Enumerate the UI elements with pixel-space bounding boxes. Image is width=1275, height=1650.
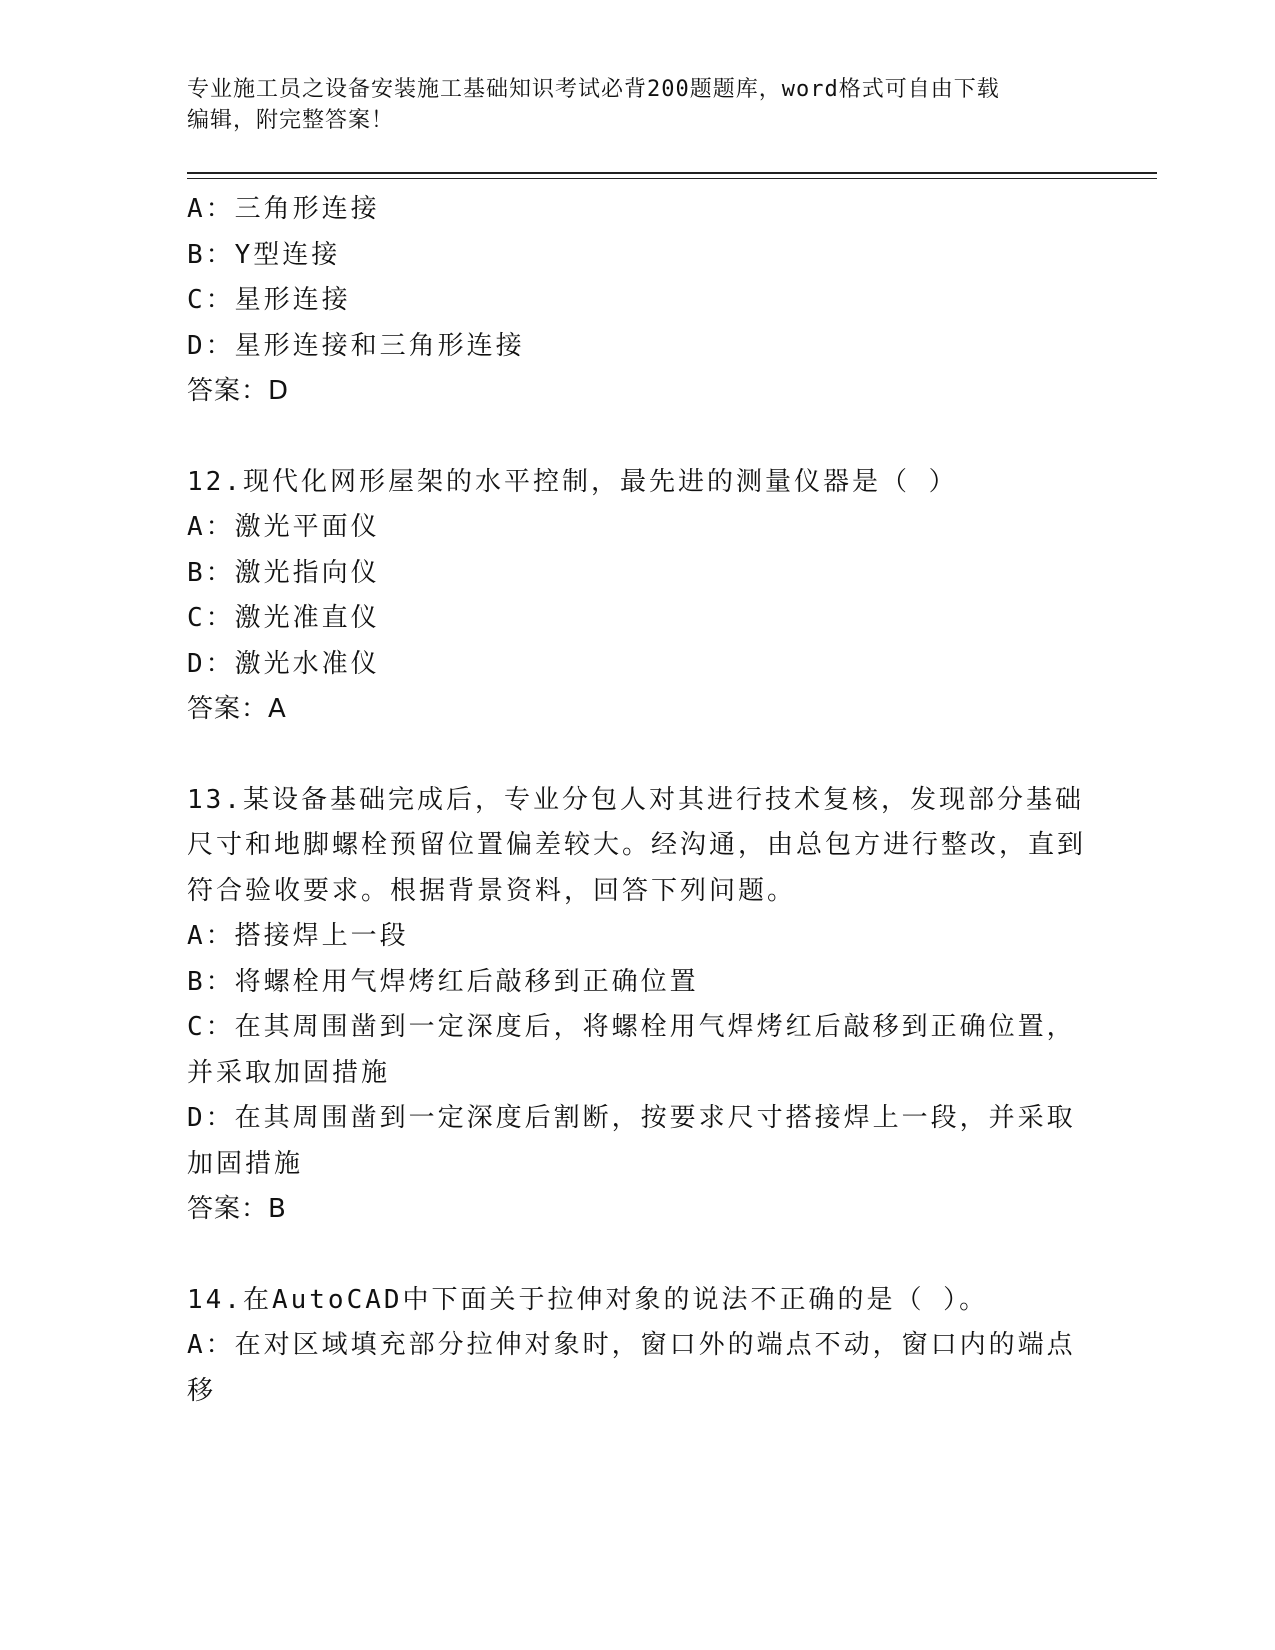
question-13: [187, 778, 1087, 1233]
question-12: [187, 460, 1087, 733]
header-divider-thick: [187, 172, 1157, 174]
header-divider-thin: [187, 178, 1157, 179]
option-d: D：激光水准仪: [187, 648, 380, 679]
option-b: B：将螺栓用气焊烤红后敲移到正确位置: [187, 966, 699, 997]
document-header: [187, 74, 1067, 136]
option-b: B：Y型连接: [187, 239, 341, 270]
option-d: D：星形连接和三角形连接: [187, 330, 525, 361]
header-title-line1: 专业施工员之设备安装施工基础知识考试必背200题题库，word格式可自由下载: [187, 77, 1000, 102]
answer: 答案：A: [187, 694, 287, 724]
option-d: D：在其周围凿到一定深度后割断，按要求尺寸搭接焊上一段，并采取加固措施: [187, 1103, 1076, 1179]
question-11: [187, 187, 1087, 415]
answer: 答案：B: [187, 1194, 287, 1224]
option-a: A：搭接焊上一段: [187, 921, 409, 951]
option-b: B：激光指向仪: [187, 557, 380, 588]
question-text: 12.现代化网形屋架的水平控制，最先进的测量仪器是（ ）: [187, 466, 958, 497]
option-a: A：在对区域填充部分拉伸对象时，窗口外的端点不动，窗口内的端点移: [187, 1330, 1076, 1406]
document-body: [187, 187, 1087, 1414]
option-c: C：在其周围凿到一定深度后，将螺栓用气焊烤红后敲移到正确位置，并采取加固措施: [187, 1012, 1076, 1088]
option-a: A：三角形连接: [187, 194, 380, 224]
option-a: A：激光平面仪: [187, 512, 380, 542]
header-title-line2: 编辑，附完整答案！: [187, 108, 395, 133]
question-14: [187, 1278, 1087, 1415]
option-c: C：星形连接: [187, 285, 351, 315]
question-text: 13.某设备基础完成后，专业分包人对其进行技术复核，发现部分基础尺寸和地脚螺栓预留位置偏差较大。经沟通，由总包方进行整改，直到符合验收要求。根据背景资料，回答下列问题。: [187, 784, 1087, 906]
answer: 答案：D: [187, 376, 290, 406]
option-c: C：激光准直仪: [187, 603, 380, 633]
question-text: 14.在AutoCAD中下面关于拉伸对象的说法不正确的是（ ）。: [187, 1284, 989, 1315]
